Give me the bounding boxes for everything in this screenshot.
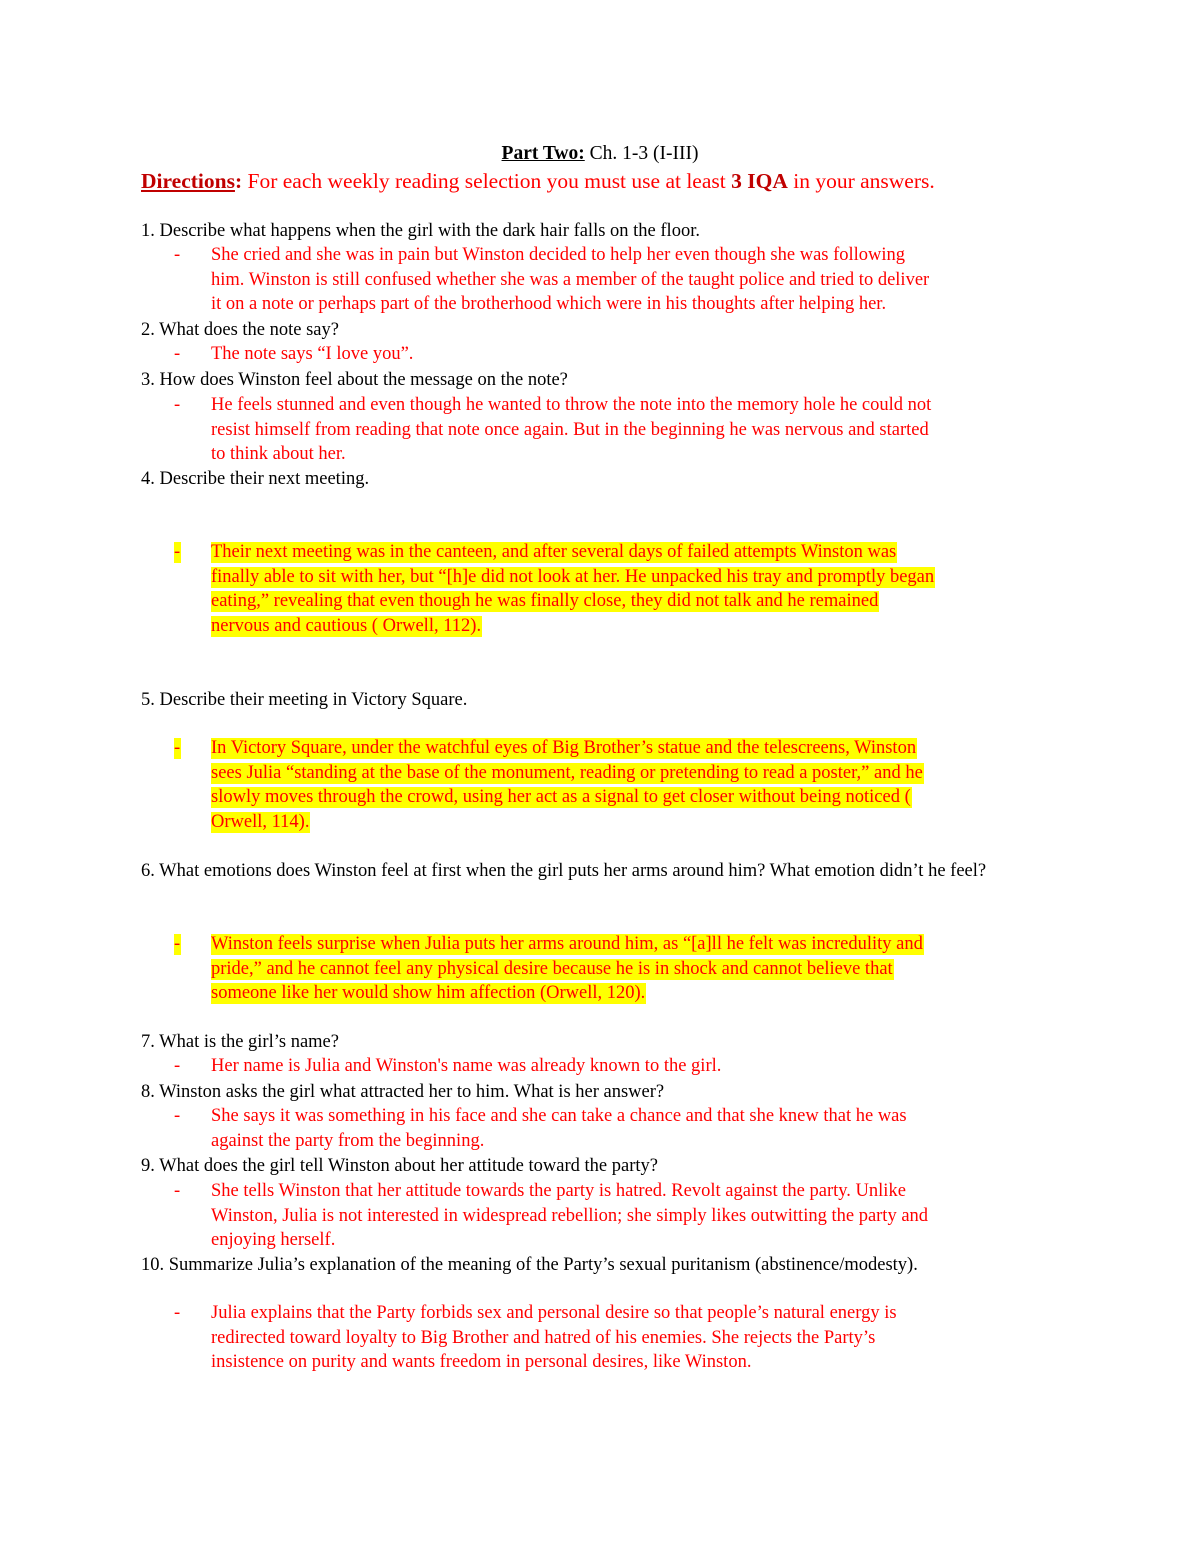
answer-line-highlighted: Their next meeting was in the canteen, and after several days of failed attempts Winston was bbox=[211, 542, 897, 562]
answer-line: it on a note or perhaps part of the brotherhood which were in his thoughts after helping her. bbox=[211, 294, 887, 314]
bullet-dash: - bbox=[174, 1303, 181, 1323]
answer-line: enjoying herself. bbox=[211, 1230, 336, 1250]
question-5: 5. Describe their meeting in Victory Square. bbox=[141, 690, 468, 710]
question-2: 2. What does the note say? bbox=[141, 320, 339, 340]
answer-line-highlighted: pride,” and he cannot feel any physical desire because he is in shock and cannot believe that bbox=[211, 958, 893, 979]
title-chapters: Ch. 1-3 (I-III) bbox=[584, 143, 699, 164]
answer-line-highlighted: sees Julia “standing at the base of the monument, reading or pretending to read a poster,” and he bbox=[211, 762, 923, 783]
question-9: 9. What does the girl tell Winston about her attitude toward the party? bbox=[141, 1156, 658, 1176]
answer-line-highlighted: nervous and cautious ( Orwell, 112). bbox=[211, 615, 482, 636]
answer-line: redirected toward loyalty to Big Brother and hatred of his enemies. She rejects the Party’s bbox=[211, 1327, 876, 1348]
answer-line-highlighted: Winston feels surprise when Julia puts her arms around him, as “[a]ll he felt was incredulity and bbox=[211, 934, 923, 954]
answer-line: Winston, Julia is not interested in widespread rebellion; she simply likes outwitting the party and bbox=[211, 1205, 929, 1226]
question-4: 4. Describe their next meeting. bbox=[141, 469, 370, 489]
bullet-dash: - bbox=[174, 344, 181, 364]
question-7: 7. What is the girl’s name? bbox=[141, 1032, 339, 1052]
directions-text-1: For each weekly reading selection you must use at least bbox=[242, 169, 732, 193]
answer-line: She cried and she was in pain but Winston decided to help her even though she was following bbox=[211, 245, 906, 265]
answer-line-highlighted: someone like her would show him affection (Orwell, 120). bbox=[211, 983, 646, 1003]
directions-label: Directions bbox=[141, 169, 235, 193]
question-8: 8. Winston asks the girl what attracted her to him. What is her answer? bbox=[141, 1082, 665, 1102]
answer-line: He feels stunned and even though he wanted to throw the note into the memory hole he could not bbox=[211, 395, 932, 415]
question-1: 1. Describe what happens when the girl with the dark hair falls on the floor. bbox=[141, 221, 700, 241]
answer-line-highlighted: eating,” revealing that even though he was finally close, they did not talk and he remained bbox=[211, 591, 879, 611]
bullet-dash: - bbox=[174, 395, 181, 415]
answer-line: She says it was something in his face and she can take a chance and that she knew that he was bbox=[211, 1106, 907, 1126]
answer-line: Her name is Julia and Winston's name was already known to the girl. bbox=[211, 1056, 722, 1076]
bullet-dash: - bbox=[174, 245, 181, 265]
bullet-dash: - bbox=[174, 934, 181, 954]
question-10: 10. Summarize Julia’s explanation of the meaning of the Party’s sexual puritanism (abstinence/modesty). bbox=[141, 1255, 918, 1275]
answer-line: resist himself from reading that note once again. But in the beginning he was nervous and started bbox=[211, 419, 929, 440]
question-3: 3. How does Winston feel about the message on the note? bbox=[141, 370, 568, 390]
bullet-dash: - bbox=[174, 1106, 181, 1126]
page-title bbox=[0, 141, 1200, 167]
question-6: 6. What emotions does Winston feel at first when the girl puts her arms around him? What emotion didn’t he feel? bbox=[141, 861, 987, 881]
answer-line: against the party from the beginning. bbox=[211, 1130, 485, 1151]
answer-line: to think about her. bbox=[211, 444, 346, 464]
answer-line: Julia explains that the Party forbids sex and personal desire so that people’s natural energy is bbox=[211, 1303, 897, 1323]
bullet-dash: - bbox=[174, 738, 181, 758]
answer-line-highlighted: Orwell, 114). bbox=[211, 811, 310, 832]
answer-line: The note says “I love you”. bbox=[211, 344, 414, 364]
bullet-dash: - bbox=[174, 542, 181, 562]
title-label: Part Two: bbox=[501, 143, 585, 164]
bullet-dash: - bbox=[174, 1181, 181, 1201]
answer-line: She tells Winston that her attitude towards the party is hatred. Revolt against the party. Unlike bbox=[211, 1181, 906, 1201]
directions-iqa: 3 IQA bbox=[731, 169, 788, 193]
answer-line-highlighted: slowly moves through the crowd, using her act as a signal to get closer without being noticed ( bbox=[211, 787, 911, 807]
answer-line: insistence on purity and wants freedom in personal desires, like Winston. bbox=[211, 1352, 752, 1372]
bullet-dash: - bbox=[174, 1056, 181, 1076]
answer-line-highlighted: In Victory Square, under the watchful eyes of Big Brother’s statue and the telescreens, Winston bbox=[211, 738, 917, 758]
directions-colon: : bbox=[234, 169, 243, 193]
directions bbox=[141, 167, 935, 195]
answer-line-highlighted: finally able to sit with her, but “[h]e did not look at her. He unpacked his tray and promptly began bbox=[211, 566, 935, 587]
directions-text-2: in your answers. bbox=[787, 169, 935, 193]
answer-line: him. Winston is still confused whether she was a member of the taught police and tried to deliver bbox=[211, 269, 930, 290]
